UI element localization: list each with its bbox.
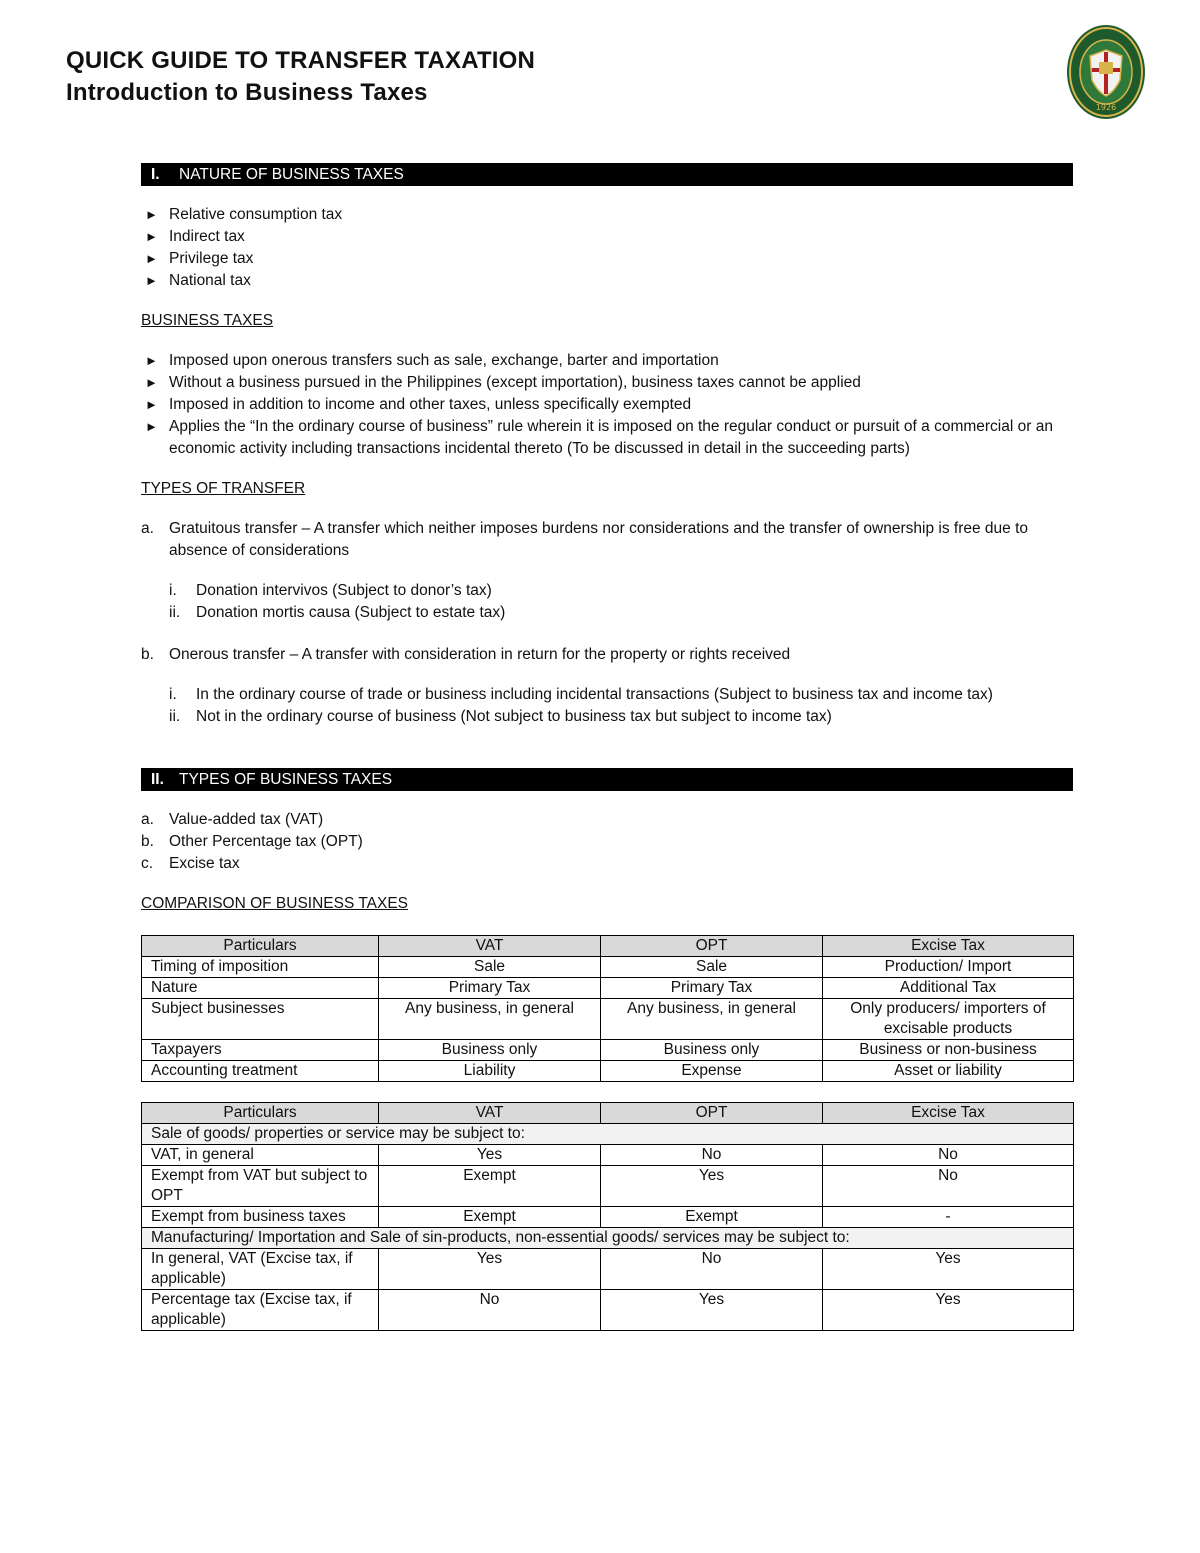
triangle-bullet-icon: ► [145,419,158,434]
section-header-types [141,768,1073,791]
transfer-subtype-item: ii. Donation mortis causa (Subject to estate tax) [169,604,506,621]
table-row: Timing of imposition Sale Sale Production/ Import [142,957,1074,978]
comparison-table-2 [141,1102,1074,1331]
table-row: Accounting treatment Liability Expense Asset or liability [142,1061,1074,1082]
column-header: VAT [379,1103,601,1124]
list-item: ► Privilege tax [141,248,1073,270]
table-header-row [142,936,1074,957]
list-item: ► Relative consumption tax [141,204,1073,226]
business-taxes-list [141,350,1073,460]
list-item: ► National tax [141,270,1073,292]
column-header: VAT [379,936,601,957]
types-of-transfer-heading: TYPES OF TRANSFER [141,480,306,497]
table-row: Subject businesses Any business, in general Any business, in general Only producers/ importers of excisable products [142,999,1074,1040]
triangle-bullet-icon: ► [145,207,158,222]
triangle-bullet-icon: ► [145,397,158,412]
column-header: Excise Tax [823,1103,1074,1124]
triangle-bullet-icon: ► [145,375,158,390]
transfer-subtype-item: i. In the ordinary course of trade or business including incidental transactions (Subject to business tax and income tax) [169,686,993,703]
section-header-nature [141,163,1073,186]
section-title: TYPES OF BUSINESS TAXES [179,771,393,788]
section-number: II. [151,771,164,788]
list-item: ► Imposed in addition to income and other taxes, unless specifically exempted [141,394,1073,416]
table-row: Nature Primary Tax Primary Tax Additional Tax [142,978,1074,999]
list-item: ► Applies the “In the ordinary course of business” rule wherein it is imposed on the regular conduct or pursuit of a commercial or an economic activity including transactions incidental thereto (To be discussed in detail in the succeeding parts) [145,418,1053,457]
business-taxes-heading: BUSINESS TAXES [141,312,274,329]
university-seal-icon [1066,24,1146,120]
triangle-bullet-icon: ► [145,229,158,244]
column-header: Particulars [142,936,379,957]
triangle-bullet-icon: ► [145,251,158,266]
column-header: OPT [601,936,823,957]
triangle-bullet-icon: ► [145,273,158,288]
document-body [141,163,1073,1331]
list-item: ► Imposed upon onerous transfers such as sale, exchange, barter and importation [141,350,1073,372]
transfer-subtype-item: ii. Not in the ordinary course of business (Not subject to business tax but subject to income tax) [169,708,832,725]
table-group-row: Sale of goods/ properties or service may be subject to: [142,1124,1074,1145]
table-row: In general, VAT (Excise tax, if applicable) Yes No Yes [142,1249,1074,1290]
table-group-row: Manufacturing/ Importation and Sale of sin-products, non-essential goods/ services may be subject to: [142,1228,1074,1249]
nature-list [141,204,1073,292]
business-tax-type-item: a. Value-added tax (VAT) [141,811,324,828]
comparison-heading: COMPARISON OF BUSINESS TAXES [141,895,408,912]
table-row: Exempt from VAT but subject to OPT Exempt Yes No [142,1166,1074,1207]
table-row: Taxpayers Business only Business only Business or non-business [142,1040,1074,1061]
transfer-type-item: b. Onerous transfer – A transfer with consideration in return for the property or rights received [141,646,791,663]
table-row: Exempt from business taxes Exempt Exempt - [142,1207,1074,1228]
transfer-subtype-item: i. Donation intervivos (Subject to donor’s tax) [169,582,492,599]
table-row: Percentage tax (Excise tax, if applicable) No Yes Yes [142,1290,1074,1331]
triangle-bullet-icon: ► [145,353,158,368]
table-header-row [142,1103,1074,1124]
column-header: Excise Tax [823,936,1074,957]
list-item: ► Without a business pursued in the Philippines (except importation), business taxes cannot be applied [141,372,1073,394]
comparison-table-1 [141,935,1074,1082]
list-item: ► Indirect tax [141,226,1073,248]
transfer-type-item: a. Gratuitous transfer – A transfer which neither imposes burdens nor considerations and the transfer of ownership is free due to absence of considerations [141,520,1028,559]
business-tax-type-item: c. Excise tax [141,855,240,872]
seal-year: 1926 [1095,103,1117,112]
section-number: I. [151,166,160,183]
document-title: QUICK GUIDE TO TRANSFER TAXATION [66,47,536,74]
column-header: OPT [601,1103,823,1124]
section-title: NATURE OF BUSINESS TAXES [179,166,404,183]
table-row: VAT, in general Yes No No [142,1145,1074,1166]
business-tax-type-item: b. Other Percentage tax (OPT) [141,833,363,850]
document-subtitle: Introduction to Business Taxes [66,79,428,106]
column-header: Particulars [142,1103,379,1124]
